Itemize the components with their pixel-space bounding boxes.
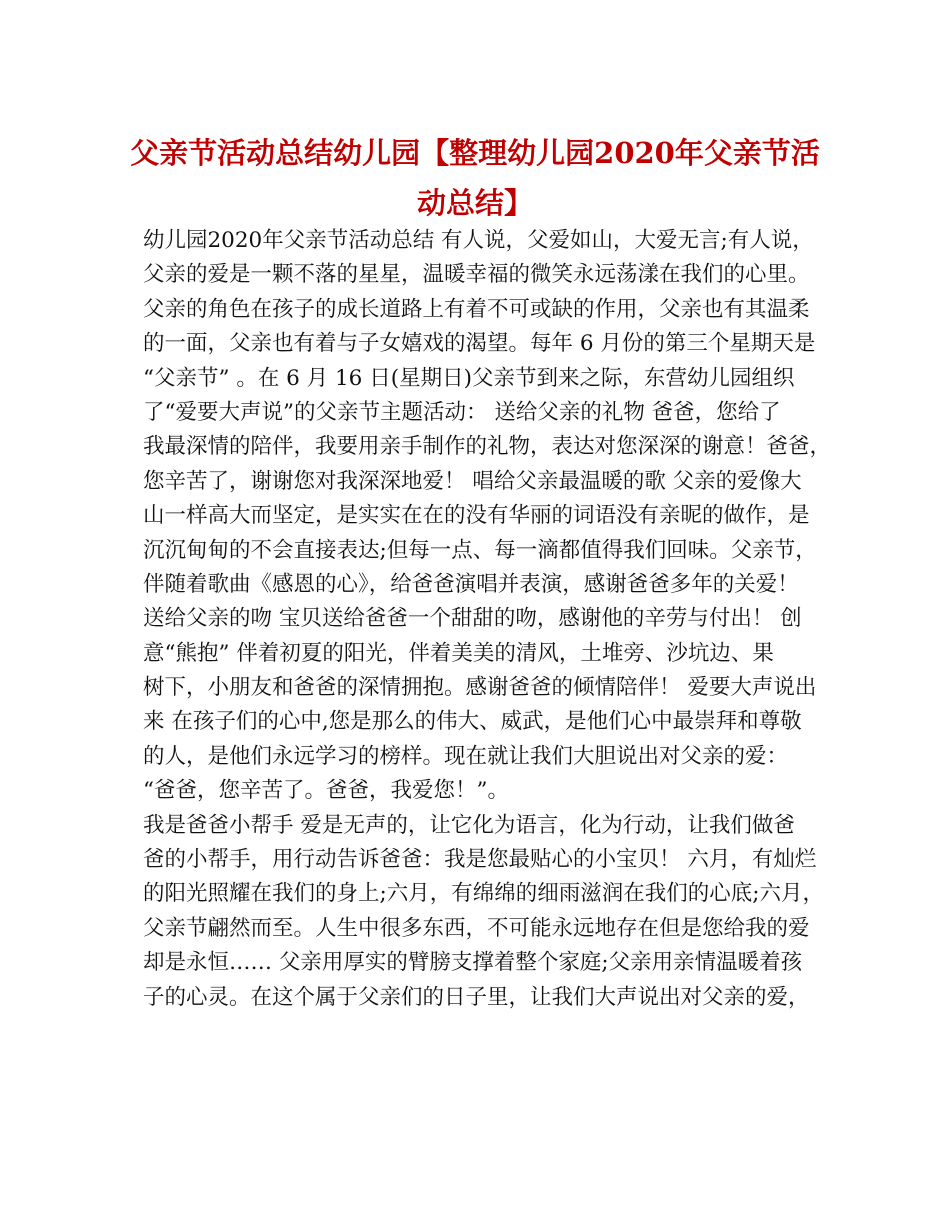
body-line: 送给父亲的吻 宝贝送给爸爸一个甜甜的吻，感谢他的辛劳与付出！ 创	[143, 606, 802, 632]
body-line: 的阳光照耀在我们的身上;六月，有绵绵的细雨滋润在我们的心底;六月，	[143, 881, 824, 907]
title-line: 父亲节活动总结幼儿园【整理幼儿园2020年父亲节活	[130, 136, 820, 170]
body-line: 树下，小朋友和爸爸的深情拥抱。感谢爸爸的倾情陪伴！ 爱要大声说出	[143, 675, 817, 701]
body-line: 我是爸爸小帮手 爱是无声的，让它化为语言，化为行动，让我们做爸	[143, 812, 795, 838]
body-line: 的人，是他们永远学习的榜样。现在就让我们大胆说出对父亲的爱：	[143, 743, 789, 769]
body-line: 沉沉甸甸的不会直接表达;但每一点、每一滴都值得我们回味。父亲节，	[143, 537, 817, 563]
body-line: 子的心灵。在这个属于父亲们的日子里，让我们大声说出对父亲的爱，	[143, 984, 810, 1010]
body-line: “父亲节” 。在 6 月 16 日(星期日)父亲节到来之际，东营幼儿园组织	[143, 365, 795, 391]
body-line: 却是永恒…… 父亲用厚实的臂膀支撑着整个家庭;父亲用亲情温暖着孩	[143, 950, 803, 976]
body-line: 意“熊抱” 伴着初夏的阳光，伴着美美的清风，土堆旁、沙坑边、果	[143, 640, 774, 666]
body-line: 父亲的爱是一颗不落的星星，温暖幸福的微笑永远荡漾在我们的心里。	[143, 262, 810, 288]
title-line: 动总结】	[416, 186, 533, 220]
body-line: 父亲节翩然而至。人生中很多东西，不可能永远地存在但是您给我的爱	[143, 915, 810, 941]
body-line: 来 在孩子们的心中,您是那么的伟大、威武，是他们心中最崇拜和尊敬	[143, 709, 802, 735]
body-line: 的一面，父亲也有着与子女嬉戏的渴望。每年 6 月份的第三个星期天是	[143, 331, 816, 357]
body-line: 伴随着歌曲《感恩的心》，给爸爸演唱并表演，感谢爸爸多年的关爱！	[143, 571, 799, 597]
body-line: 父亲的角色在孩子的成长道路上有着不可或缺的作用，父亲也有其温柔	[143, 296, 810, 322]
body-line: 幼儿园2020年父亲节活动总结 有人说，父爱如山，大爱无言;有人说，	[143, 228, 814, 253]
body-line: “爸爸，您辛苦了。爸爸，我爱您！”。	[143, 778, 509, 804]
body-line: 爸的小帮手，用行动告诉爸爸：我是您最贴心的小宝贝！ 六月，有灿烂	[143, 847, 817, 873]
body-line: 您辛苦了，谢谢您对我深深地爱！ 唱给父亲最温暖的歌 父亲的爱像大	[143, 468, 802, 494]
body-line: 我最深情的陪伴，我要用亲手制作的礼物，表达对您深深的谢意！爸爸，	[143, 434, 832, 460]
body-line: 山一样高大而坚定，是实实在在的没有华丽的词语没有亲昵的做作，是	[143, 503, 810, 529]
document-body	[143, 224, 843, 1015]
body-line: 了“爱要大声说”的父亲节主题活动： 送给父亲的礼物 爸爸，您给了	[143, 399, 781, 425]
document-title	[120, 128, 830, 228]
